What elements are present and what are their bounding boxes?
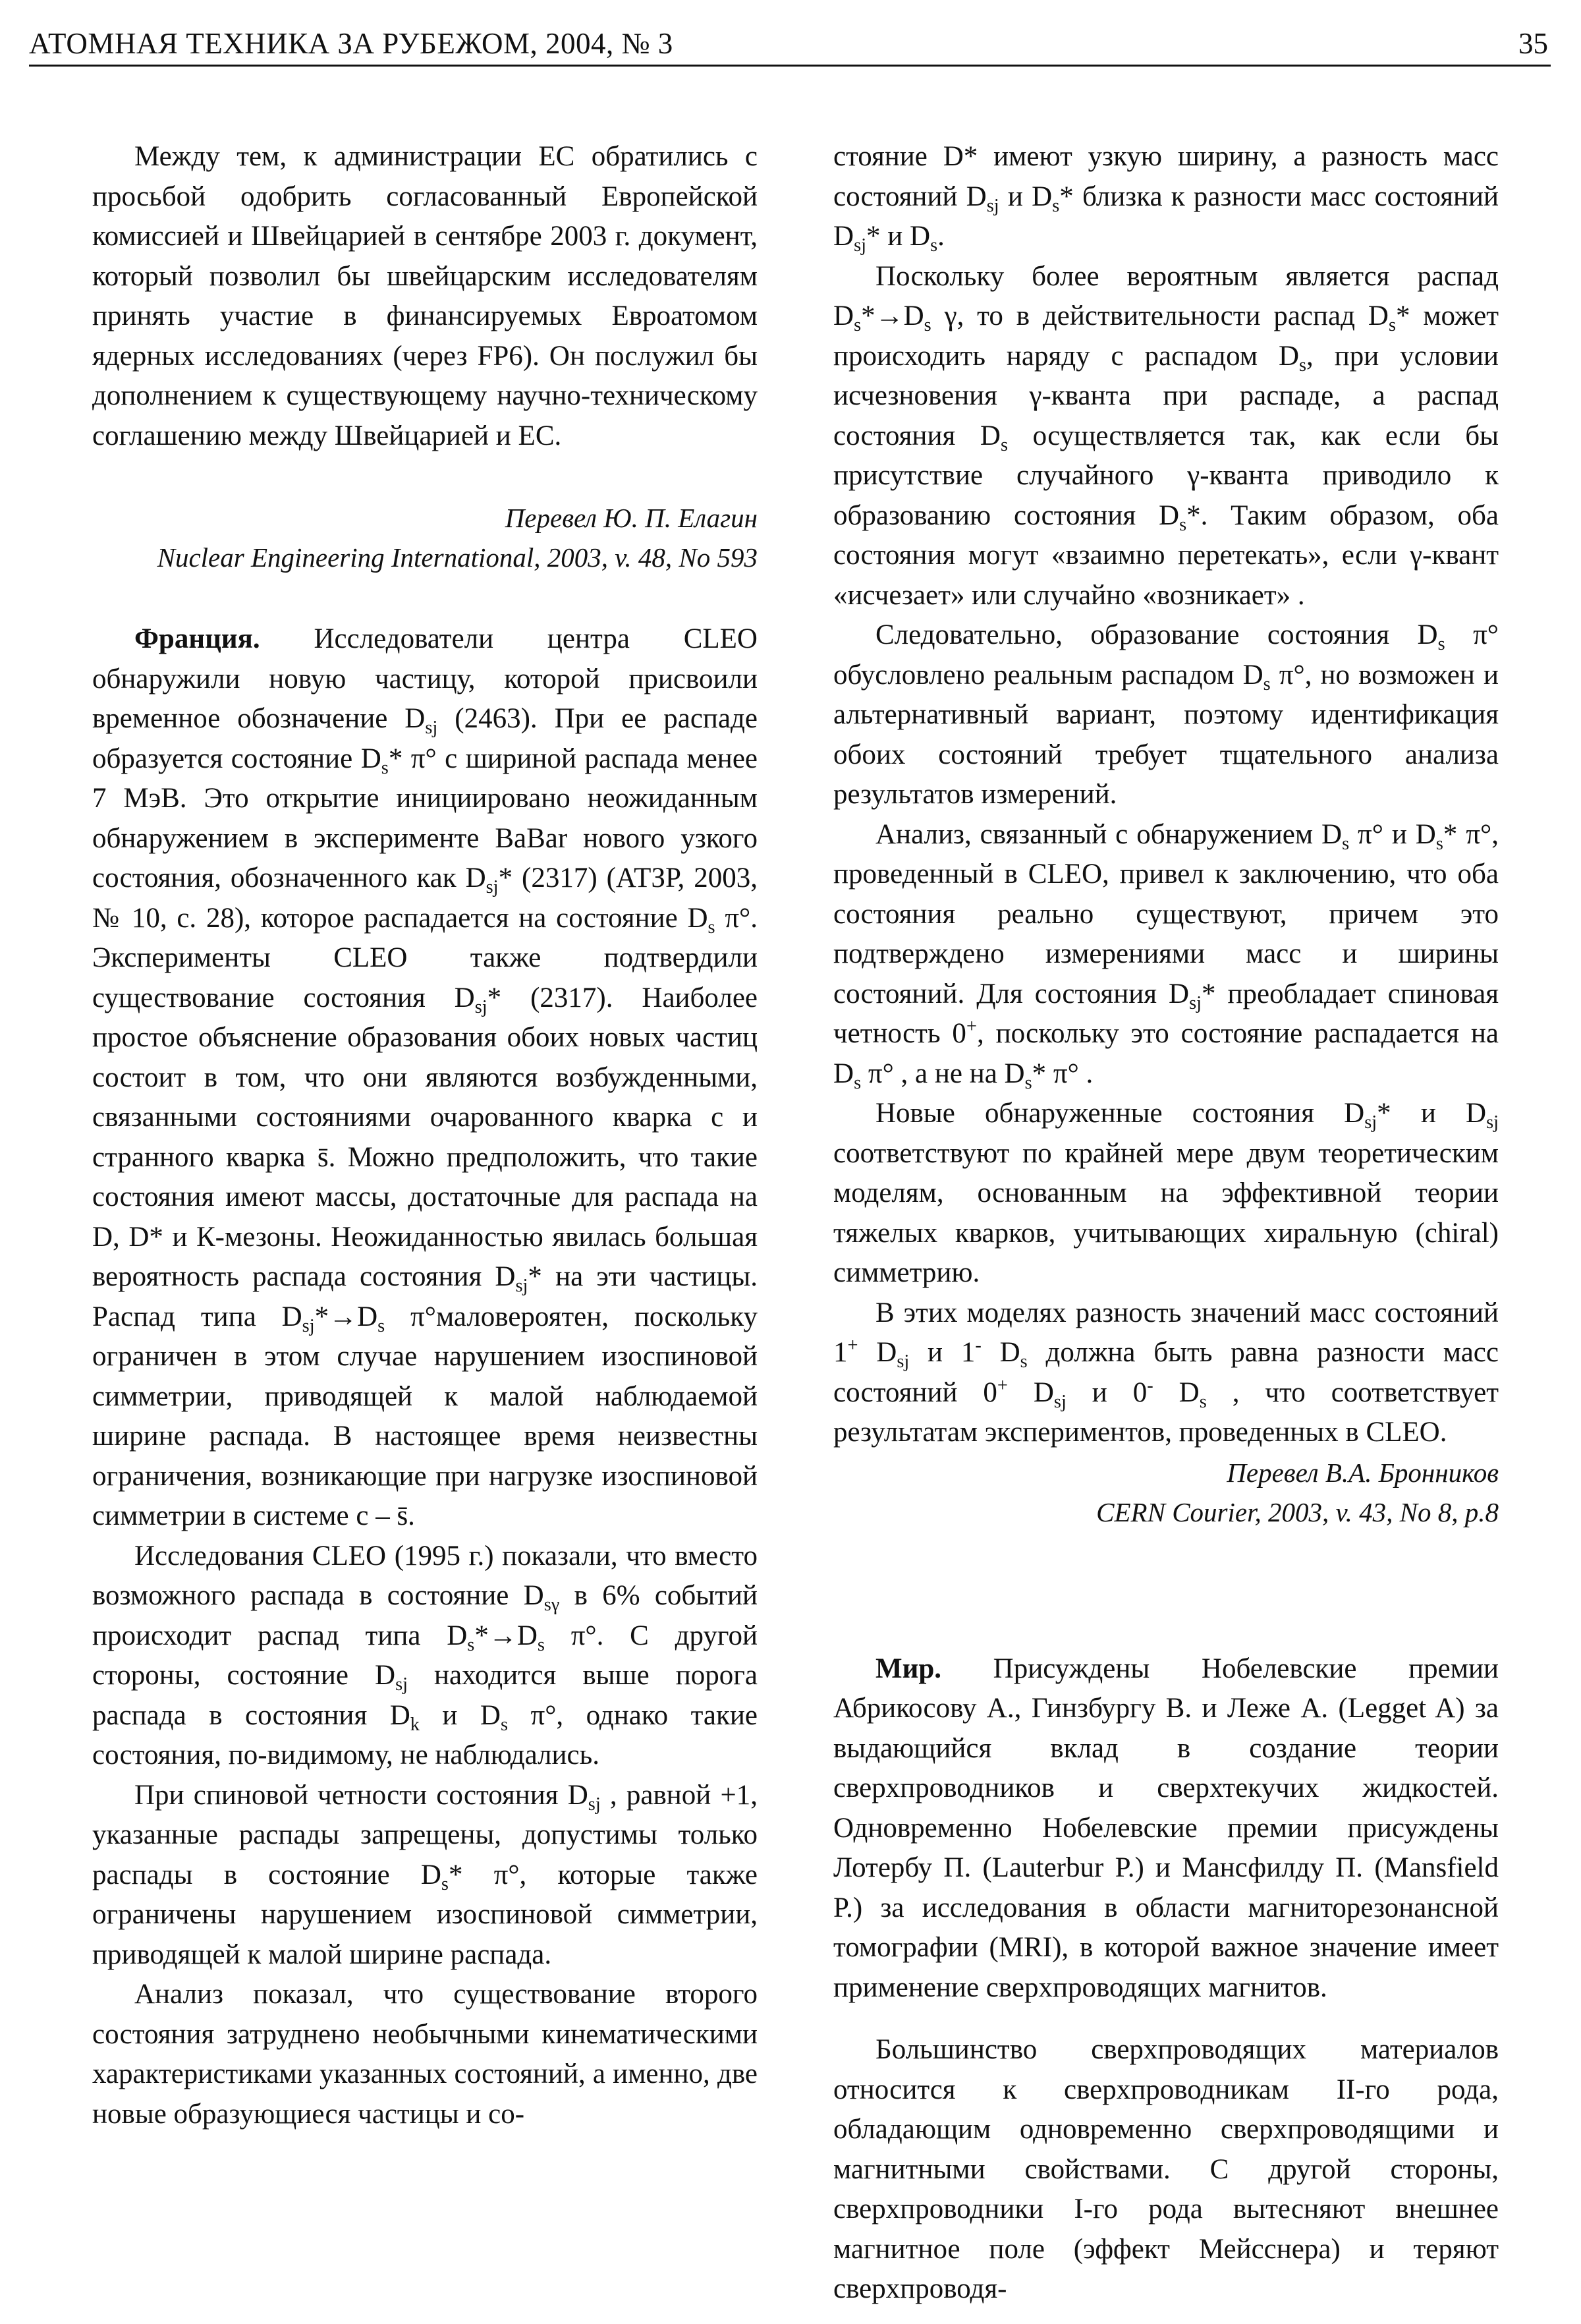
translator-credit-1: Перевел Ю. П. Елагин: [505, 503, 758, 533]
journal-title: АТОМНАЯ ТЕХНИКА ЗА РУБЕЖОМ, 2004, № 3: [29, 27, 673, 60]
world-paragraph-1: [833, 1649, 1499, 2008]
cleo-paragraph-continued: стояние D* имеют узкую ширину, а разность масс состояний $D_{sj}$ и $D_s*$ близка к разности масс состояний $D_{sj}*$ и $D_s$.: [833, 141, 1499, 256]
world-paragraph-1-text: Присуждены Нобелевские премии Абрикосову А., Гинзбургу В. и Леже А. (Legget A) за выдающийся вклад в создание теории сверхпроводников и сверхтекучих жидкостей. Одновременно Нобелевские премии присуждены Лотербу П. (Lauterbur P.) и Мансфилду П. (Mansfield P.) за исследования в области магниторезонансной томографии (MRI), в которой важное значение имеет применение сверхпроводящих магнитов.: [833, 1653, 1499, 2003]
france-paragraph-1-text: Исследователи центра CLEO обнаружили новую частицу, которой присвоили временное обозначение $D_{sj}$ (2463). При ее распаде образуется состояние $D_s*$ π° с шириной распада менее 7 МэВ. Это открытие инициировано неожиданным обнаружением в эксперименте BaBar нового узкого состояния, обозначенного как $D_{sj}*$ (2317) (АТЗР, 2003, № 10, с. 28), которое распадается на состояние $D_s$ π°. Эксперименты CLEO также подтвердили существование состояния $D_{sj}*$ (2317). Наиболее простое объяснение образования обоих новых частиц состоит в том, что они являются возбужденными, связанными состояниями очарованного кварка с и странного кварка s̄. Можно предположить, что такие состояния имеют массы, достаточные для распада на D, D* и К-мезоны. Неожиданностью явилась большая вероятность распада состояния $D_{sj}*$ на эти частицы. Распад типа $D_{sj}*\to D_s$ π°маловероятен, поскольку ограничен в этом случае нарушением изоспиновой симметрии, приводящей к малой наблюдаемой ширине распада. В настоящее время неизвестны ограничения, возникающие при нагрузке изоспиновой симметрии в системе с – s̄.: [92, 623, 758, 1531]
translator-credit-2: Перевел В.А. Бронников: [1227, 1457, 1499, 1488]
world-lead: Мир.: [875, 1653, 942, 1684]
world-paragraph-2: Большинство сверхпроводящих материалов относится к сверхпроводникам II-го рода, обладающим одновременно сверхпроводящими и магнитными свойствами. С другой стороны, сверхпроводники I-го рода вытесняют внешнее магнитное поле (эффект Мейсснера) и теряют сверхпроводя-: [833, 2034, 1499, 2304]
france-paragraph-2: Исследования CLEO (1995 г.) показали, что вместо возможного распада в состояние $D_{s\gamma}$ в 6% событий происходит распад типа $D_s*\to D_s$ π°. С другой стороны, состояние $D_{sj}$ находится выше порога распада в состояния $D_k$ и $D_s$ π°, однако такие состояния, по-видимому, не наблюдались.: [92, 1540, 758, 1771]
eu-switzerland-paragraph: Между тем, к администрации ЕС обратились с просьбой одобрить согласованный Европейской комиссией и Швейцарией в сентябре 2003 г. документ, который позволил бы швейцарским исследователям принять участие в финансируемых Евроатомом ядерных исследованиях (через FP6). Он послужил бы дополнением к существующему научно-техническому соглашению между Швейцарией и ЕС.: [92, 141, 758, 451]
france-paragraph-1: [92, 619, 758, 1537]
cleo-paragraph-4: Анализ, связанный с обнаружением $D_s$ π° и $D_s*$ π°, проведенный в CLEO, привел к заключению, что оба состояния реально существуют, причем это подтверждено измерениями масс и ширины состояний. Для состояния $D_{sj}*$ преобладает спиновая четность 0+, поскольку это состояние распадается на $D_s$ π° , а не на $D_s*$ π° .: [833, 818, 1499, 1093]
source-citation-1: Nuclear Engineering International, 2003, v. 48, No 593: [157, 542, 758, 573]
cleo-paragraph-2: Поскольку более вероятным является распад $D_s*\to D_s$ γ, то в действительности распад $D_s*$ может происходить наряду с распадом $D_s$, при условии исчезновения γ-кванта при распаде, а распад состояния $D_s$ осуществляется так, как если бы присутствие случайного γ-кванта приводило к образованию состояния $D_s*$. Таким образом, оба состояния могут «взаимно перетекать», если γ-квант «исчезает» или случайно «возникает» .: [833, 260, 1499, 611]
cleo-paragraph-3: Следовательно, образование состояния $D_s$ π° обусловлено реальным распадом $D_s$ π°, но возможен и альтернативный вариант, поэтому идентификация обоих состояний требует тщательного анализа результатов измерений.: [833, 619, 1499, 810]
france-lead: Франция.: [134, 623, 260, 654]
source-citation-2: CERN Courier, 2003, v. 43, No 8, p.8: [1096, 1496, 1499, 1527]
right-column: [833, 137, 1499, 2310]
cleo-paragraph-6: В этих моделях разность значений масс состояний 1+ $D_{sj}$ и 1- $D_s$ должна быть равна разности масс состояний 0+ $D_{sj}$ и 0- $D_s$ , что соответствует результатам экспериментов, проведенных в CLEO.: [833, 1297, 1499, 1448]
france-paragraph-3: При спиновой четности состояния $D_{sj}$ , равной +1, указанные распады запрещены, допустимы только распады в состояние $D_s*$ π°, которые также ограничены нарушением изоспиновой симметрии, приводящей к малой ширине распада.: [92, 1779, 758, 1970]
france-paragraph-4: Анализ показал, что существование второго состояния затруднено необычными кинематическими характеристиками указанных состояний, а именно, две новые образующиеся частицы и со-: [92, 1979, 758, 2130]
page-number: 35: [1518, 27, 1548, 60]
running-header: [29, 22, 1551, 67]
cleo-paragraph-5: Новые обнаруженные состояния $D_{sj}*$ и $D_{sj}$ соответствуют по крайней мере двум теоретическим моделям, основанным на эффективной теории тяжелых кварков, учитывающих хиральную (chiral) симметрию.: [833, 1098, 1499, 1288]
left-column: [92, 137, 758, 2134]
